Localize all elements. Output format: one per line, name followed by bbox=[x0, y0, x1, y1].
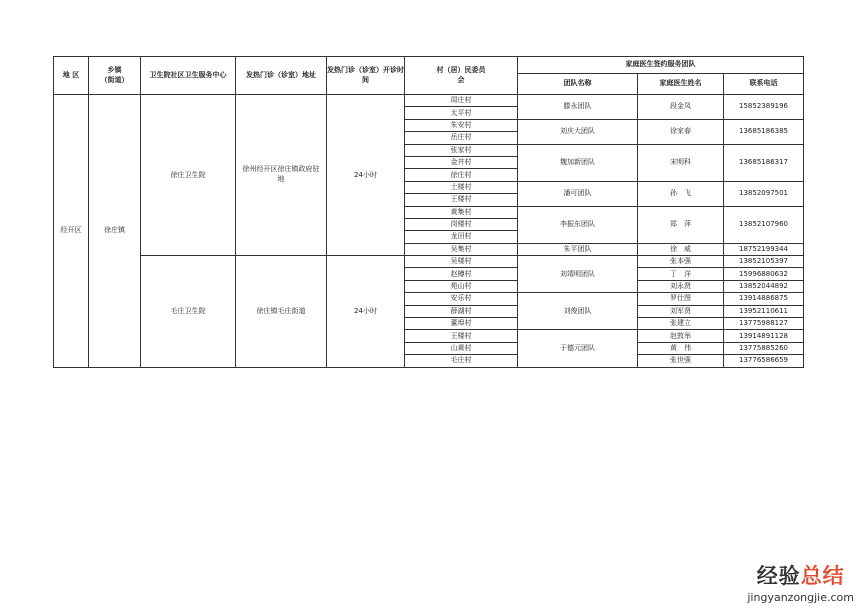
header-doctor-name: 家庭医生姓名 bbox=[638, 74, 724, 95]
doctor-name-cell: 赵敦举 bbox=[638, 330, 724, 342]
doctor-name-cell: 徐家春 bbox=[638, 119, 724, 144]
doctor-name-cell: 宋明科 bbox=[638, 144, 724, 181]
phone-cell: 13775988127 bbox=[724, 318, 804, 330]
watermark-url: jingyanzongjie.com bbox=[747, 591, 854, 604]
team-name-cell: 滕永团队 bbox=[518, 95, 638, 120]
header-phone: 联系电话 bbox=[724, 74, 804, 95]
team-name-cell: 刘庆大团队 bbox=[518, 119, 638, 144]
header-town: 乡镇 （街道） bbox=[89, 57, 141, 95]
village-cell: 薛湖村 bbox=[405, 305, 518, 317]
town-cell: 徐庄镇 bbox=[89, 95, 141, 368]
village-cell: 金井村 bbox=[405, 156, 518, 168]
village-cell: 黄集村 bbox=[405, 206, 518, 218]
table-row bbox=[54, 256, 804, 268]
center-name-cell: 毛庄卫生院 bbox=[141, 256, 236, 368]
phone-cell: 13852107960 bbox=[724, 206, 804, 243]
phone-cell: 13952110611 bbox=[724, 305, 804, 317]
village-cell: 张家村 bbox=[405, 144, 518, 156]
center-hours-cell: 24小时 bbox=[327, 95, 405, 256]
doctor-name-cell: 郑 萍 bbox=[638, 206, 724, 243]
doctor-name-cell: 张本强 bbox=[638, 256, 724, 268]
watermark-logo bbox=[747, 560, 854, 590]
team-name-cell: 潘可团队 bbox=[518, 181, 638, 206]
team-name-cell: 刘俊团队 bbox=[518, 293, 638, 330]
phone-cell: 13685186385 bbox=[724, 119, 804, 144]
doctor-name-cell: 罗仕图 bbox=[638, 293, 724, 305]
village-cell: 周庄村 bbox=[405, 95, 518, 107]
header-region: 地 区 bbox=[54, 57, 89, 95]
header-team-name: 团队名称 bbox=[518, 74, 638, 95]
center-name-cell: 徐庄卫生院 bbox=[141, 95, 236, 256]
doctor-name-cell: 张建立 bbox=[638, 318, 724, 330]
village-cell: 毛庄村 bbox=[405, 355, 518, 367]
watermark bbox=[747, 560, 854, 604]
village-cell: 太平村 bbox=[405, 107, 518, 119]
watermark-logo-part1: 经验 bbox=[756, 564, 801, 588]
center-address-cell: 徐庄镇毛庄街道 bbox=[236, 256, 327, 368]
village-cell: 岗楼村 bbox=[405, 218, 518, 230]
header-clinic-address: 发热门诊（诊室）地址 bbox=[236, 57, 327, 95]
doctor-name-cell: 张世强 bbox=[638, 355, 724, 367]
phone-cell: 13775885260 bbox=[724, 342, 804, 354]
doctor-team-table bbox=[53, 56, 804, 368]
phone-cell: 13852097501 bbox=[724, 181, 804, 206]
table-row bbox=[54, 95, 804, 107]
header-row-1 bbox=[54, 57, 804, 74]
village-cell: 安乐村 bbox=[405, 293, 518, 305]
doctor-name-cell: 刘永贤 bbox=[638, 280, 724, 292]
village-cell: 龙田村 bbox=[405, 231, 518, 243]
phone-cell: 18752199344 bbox=[724, 243, 804, 255]
village-cell: 土楼村 bbox=[405, 181, 518, 193]
doctor-name-cell: 刘军贤 bbox=[638, 305, 724, 317]
doctor-name-cell: 黄 伟 bbox=[638, 342, 724, 354]
village-cell: 王楼村 bbox=[405, 194, 518, 206]
doctor-name-cell: 段金凤 bbox=[638, 95, 724, 120]
phone-cell: 15996880632 bbox=[724, 268, 804, 280]
header-health-center: 卫生院社区卫生服务中心 bbox=[141, 57, 236, 95]
doctor-name-cell: 丁 洋 bbox=[638, 268, 724, 280]
doctor-name-cell: 孙 飞 bbox=[638, 181, 724, 206]
center-hours-cell: 24小时 bbox=[327, 256, 405, 368]
phone-cell: 13852044892 bbox=[724, 280, 804, 292]
village-cell: 赵樽村 bbox=[405, 268, 518, 280]
village-cell: 岳庄村 bbox=[405, 132, 518, 144]
phone-cell: 13685186317 bbox=[724, 144, 804, 181]
header-clinic-hours: 发热门诊（诊室）开诊时间 bbox=[327, 57, 405, 95]
village-cell: 吴集村 bbox=[405, 243, 518, 255]
village-cell: 吴楼村 bbox=[405, 256, 518, 268]
team-name-cell: 李振东团队 bbox=[518, 206, 638, 243]
village-cell: 王楼村 bbox=[405, 330, 518, 342]
doctor-name-cell: 徐 威 bbox=[638, 243, 724, 255]
header-service-group: 家庭医生签约服务团队 bbox=[518, 57, 804, 74]
team-name-cell: 魏加新团队 bbox=[518, 144, 638, 181]
village-cell: 苑山村 bbox=[405, 280, 518, 292]
phone-cell: 13914886875 bbox=[724, 293, 804, 305]
center-address-cell: 徐州经开区徐庄镇政府驻地 bbox=[236, 95, 327, 256]
village-cell: 董埠村 bbox=[405, 318, 518, 330]
village-cell: 徐庄村 bbox=[405, 169, 518, 181]
phone-cell: 15852389196 bbox=[724, 95, 804, 120]
phone-cell: 13852105397 bbox=[724, 256, 804, 268]
phone-cell: 13776586659 bbox=[724, 355, 804, 367]
region-cell: 经开区 bbox=[54, 95, 89, 368]
header-village: 村（居）民委员会 bbox=[405, 57, 518, 95]
village-cell: 山黄村 bbox=[405, 342, 518, 354]
team-name-cell: 刘靖明团队 bbox=[518, 256, 638, 293]
team-name-cell: 朱平团队 bbox=[518, 243, 638, 255]
phone-cell: 13914891128 bbox=[724, 330, 804, 342]
village-cell: 朱安村 bbox=[405, 119, 518, 131]
watermark-logo-part2: 总结 bbox=[800, 564, 845, 588]
team-name-cell: 于德元团队 bbox=[518, 330, 638, 367]
